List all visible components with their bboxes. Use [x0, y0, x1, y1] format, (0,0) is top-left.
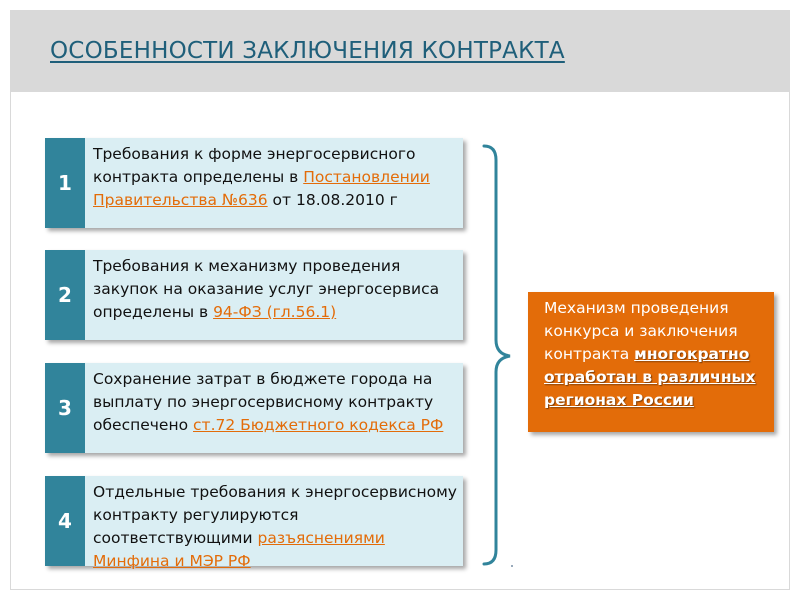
item-text-3 [93, 368, 458, 437]
item-link-2[interactable]: 94-ФЗ (гл.56.1) [213, 303, 337, 321]
item-text-1-after: от 18.08.2010 г [267, 191, 398, 209]
item-text-4-before: Отдельные требования к энергосервисному контракту регулируются соответствующими [93, 483, 457, 547]
result-text-before: Механизм проведения конкурса и заключения контракта [544, 299, 738, 363]
item-text-2-before: Требования к механизму проведения закупок на оказание услуг энергосервиса определены в [93, 257, 440, 321]
decorative-dot [511, 565, 513, 567]
item-text-box-2 [85, 250, 463, 340]
item-text-4 [93, 481, 458, 573]
result-text [544, 297, 769, 412]
item-text-3-before: Сохранение затрат в бюджете города на выплату по энергосервисному контракту обеспечено [93, 370, 434, 434]
item-number-2: 2 [45, 250, 85, 340]
item-text-1 [93, 143, 458, 212]
item-number-1: 1 [45, 138, 85, 228]
requirement-item-2 [45, 250, 463, 340]
requirement-item-4 [45, 476, 463, 570]
item-text-2 [93, 255, 458, 324]
item-link-1[interactable]: Постановлении Правительства №636 [93, 168, 430, 209]
item-link-3[interactable]: ст.72 Бюджетного кодекса РФ [193, 416, 444, 434]
result-emphasis: многократно отработан в различных регионах России [544, 345, 756, 409]
requirement-item-1 [45, 138, 463, 228]
item-number-4: 4 [45, 476, 85, 566]
item-text-box-3 [85, 363, 463, 453]
item-text-box-4 [85, 476, 463, 570]
requirement-item-3 [45, 363, 463, 453]
item-number-3: 3 [45, 363, 85, 453]
item-link-4[interactable]: разъяснениями Минфина и МЭР РФ [93, 529, 385, 570]
item-text-box-1 [85, 138, 463, 228]
item-text-1-before: Требования к форме энергосервисного контракта определены в [93, 145, 416, 186]
slide-title: ОСОБЕННОСТИ ЗАКЛЮЧЕНИЯ КОНТРАКТА [50, 38, 565, 64]
curly-brace [480, 142, 520, 568]
